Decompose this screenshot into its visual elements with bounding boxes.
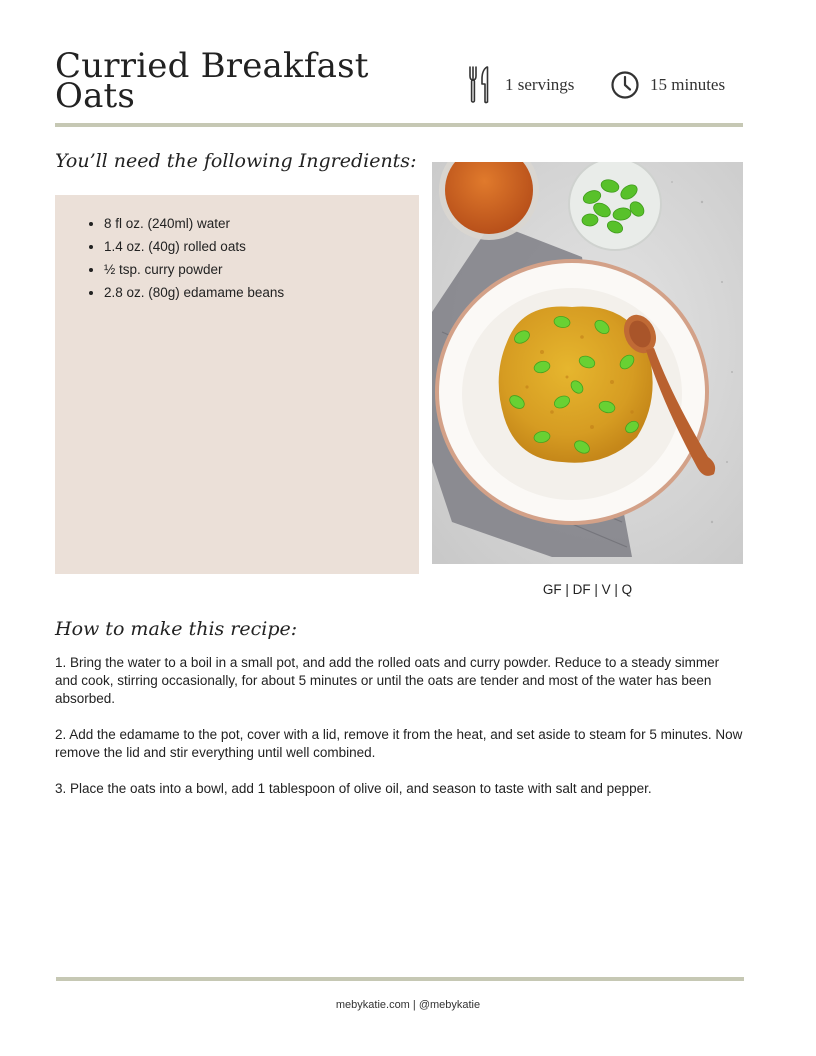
clock-icon bbox=[610, 70, 640, 100]
method-steps bbox=[55, 654, 745, 816]
ingredient-item: • ½ tsp. curry powder bbox=[104, 258, 419, 281]
footer-divider bbox=[56, 977, 744, 981]
method-step: 3. Place the oats into a bowl, add 1 tablespoon of olive oil, and season to taste with salt and pepper. bbox=[55, 781, 652, 796]
diet-tags: GF | DF | V | Q bbox=[542, 582, 633, 597]
method-step: 1. Bring the water to a boil in a small pot, and add the rolled oats and curry powder. Reduce to a steady simmer and cook, stirring occasionally, for about 5 minutes or until the oats are tender and most of the water has been absorbed. bbox=[55, 655, 720, 706]
ingredient-item: • 2.8 oz. (80g) edamame beans bbox=[104, 281, 419, 304]
ingredient-item: • 8 fl oz. (240ml) water bbox=[104, 212, 419, 235]
ingredients-list bbox=[55, 195, 419, 304]
footer-text: mebykatie.com | @mebykatie bbox=[335, 999, 481, 1011]
recipe-title: Curried Breakfast Oats bbox=[55, 46, 369, 116]
time-text: 15 minutes bbox=[650, 75, 726, 94]
ingredient-item: • 1.4 oz. (40g) rolled oats bbox=[104, 235, 419, 258]
time-info bbox=[610, 66, 725, 104]
recipe-photo bbox=[432, 162, 743, 564]
fork-knife-icon bbox=[468, 66, 490, 104]
header-divider bbox=[55, 123, 743, 127]
ingredients-panel bbox=[55, 195, 419, 574]
servings-info bbox=[468, 66, 574, 104]
method-step: 2. Add the edamame to the pot, cover with a lid, remove it from the heat, and set aside to steam for 5 minutes. Now remove the lid and stir everything until well combined. bbox=[55, 727, 743, 760]
method-heading: How to make this recipe: bbox=[55, 618, 298, 640]
servings-text: 1 servings bbox=[505, 75, 575, 94]
ingredients-heading: You’ll need the following Ingredients: bbox=[55, 150, 417, 172]
